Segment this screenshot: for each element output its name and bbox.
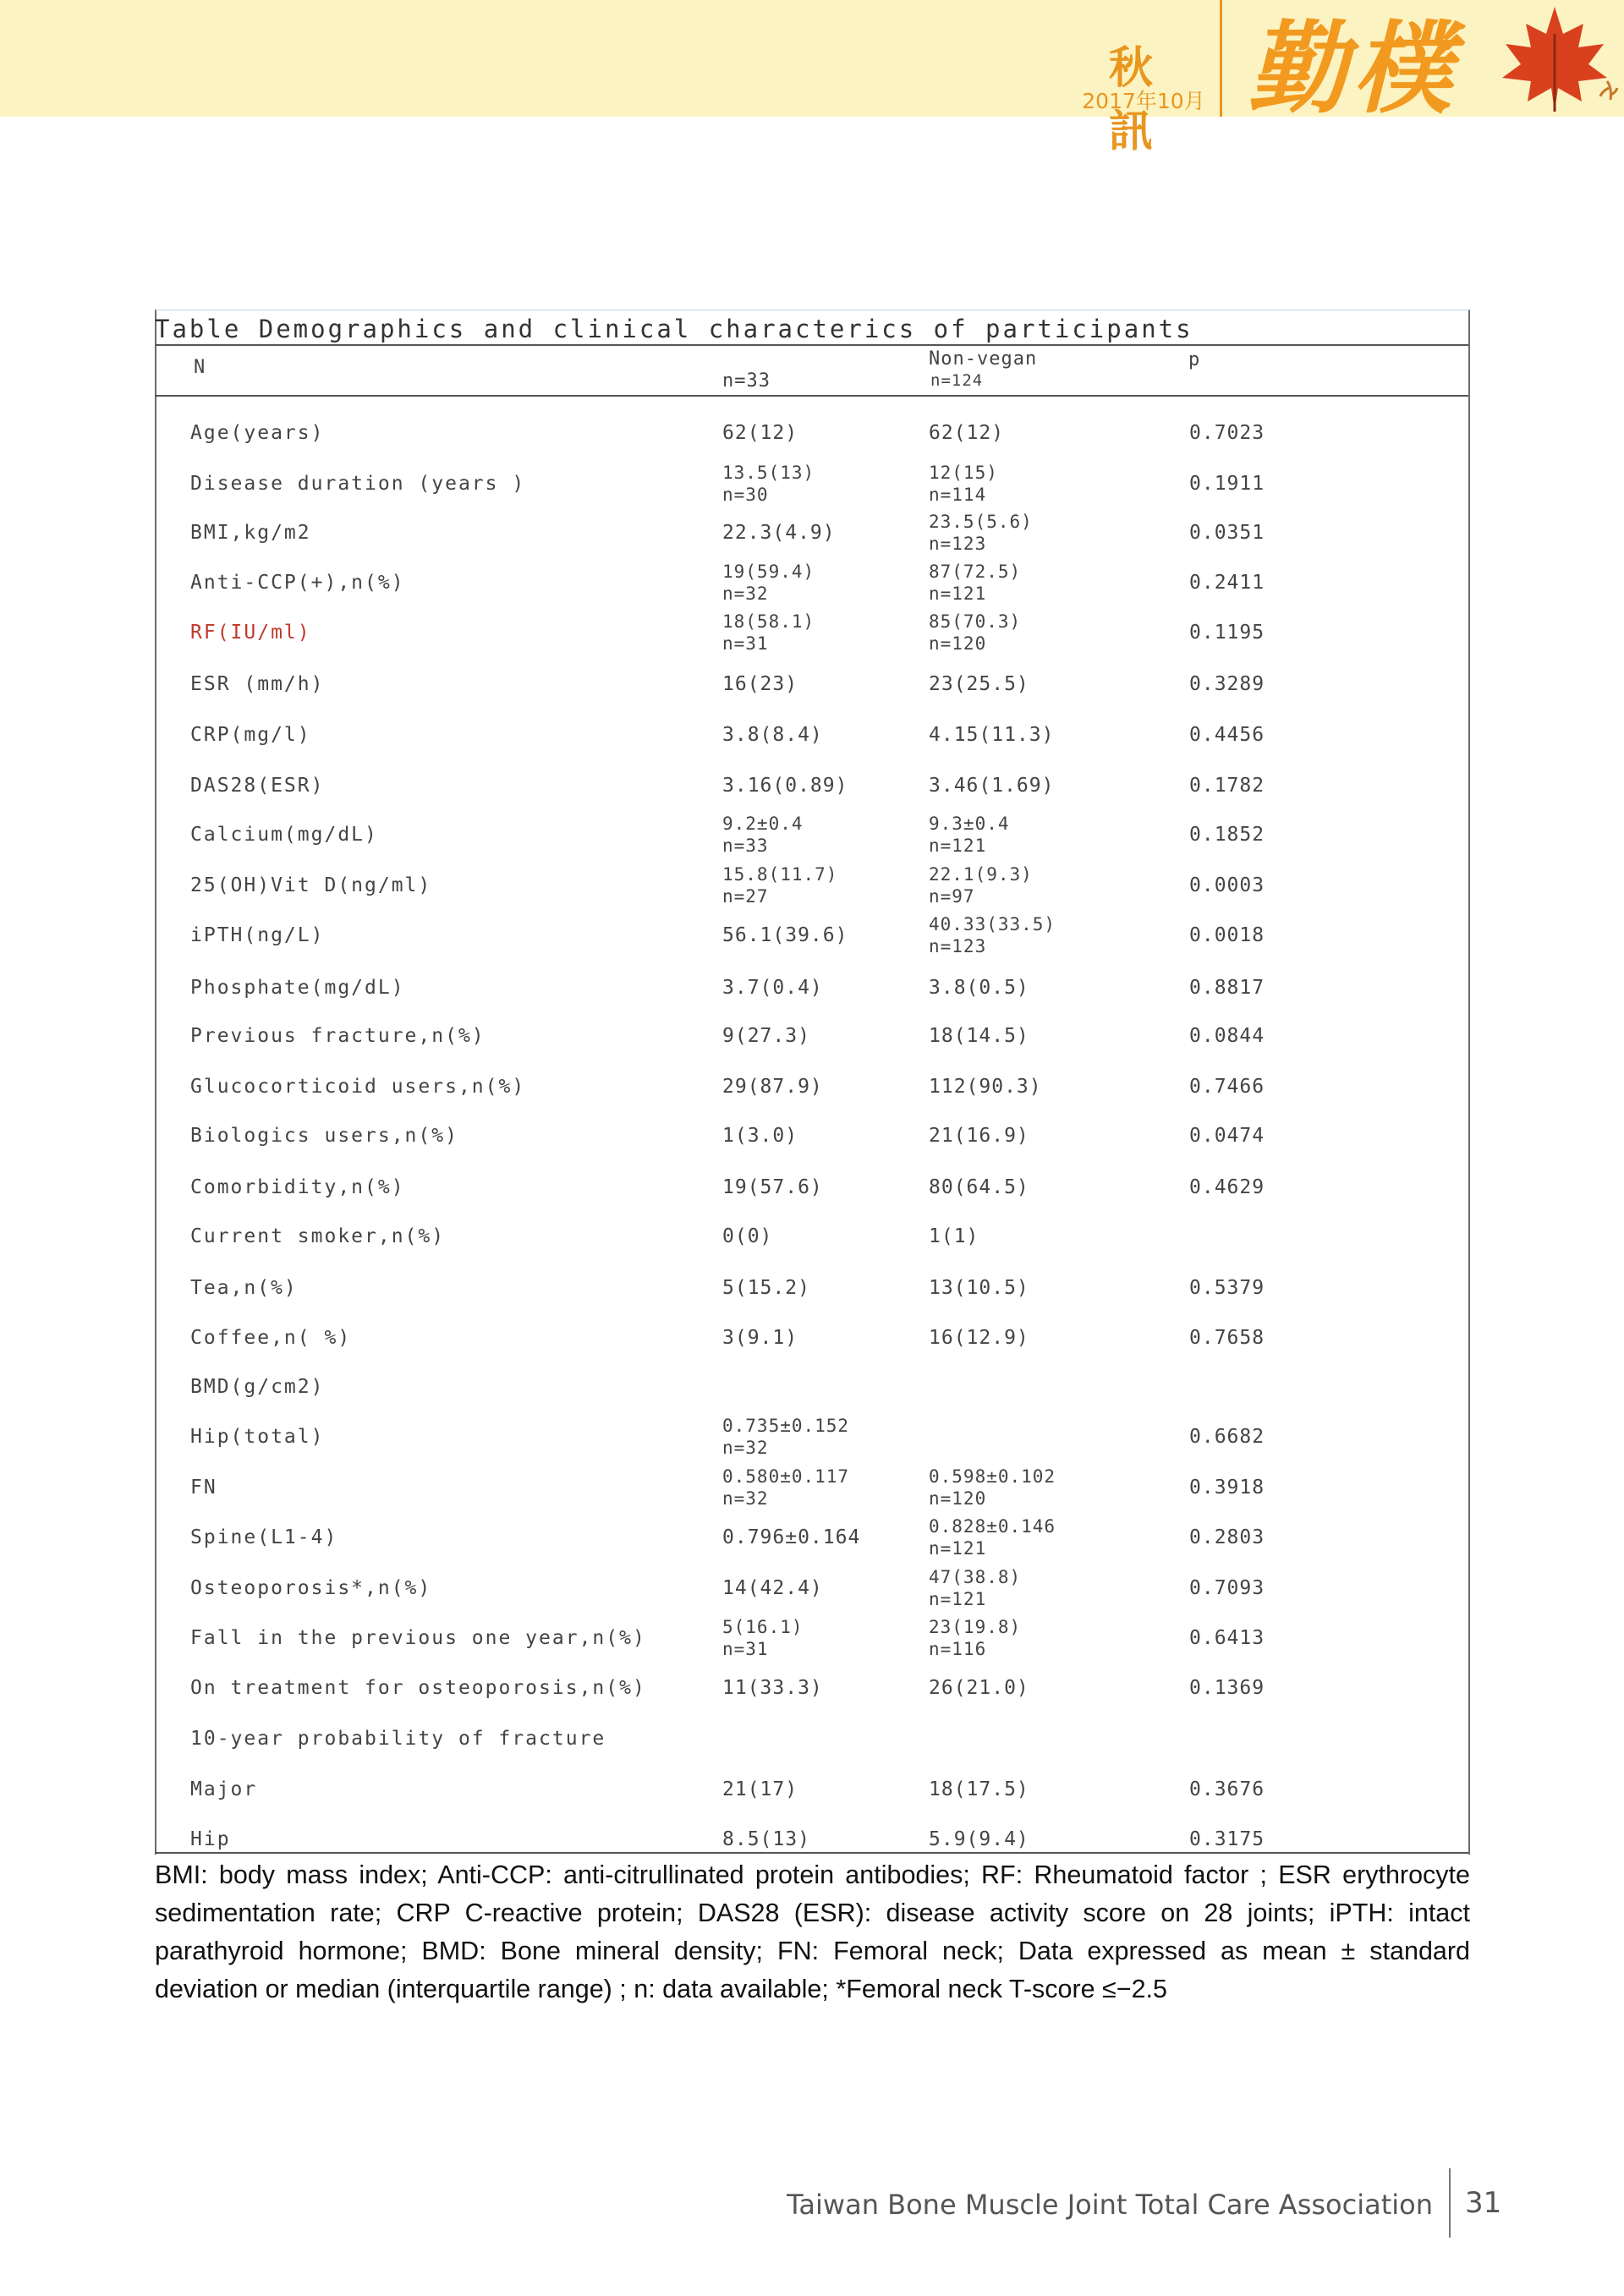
row-label: Previous fracture,n(%)	[190, 1025, 486, 1047]
table-caption: Table Demographics and clinical characterics of participants	[155, 315, 1193, 343]
cell-value: 5(16.1)	[722, 1617, 804, 1637]
table-row	[155, 1362, 1468, 1412]
cell-sample-size: n=121	[929, 1538, 987, 1559]
cell-value: 18(14.5)	[929, 1025, 1029, 1047]
cell-value: 62(12)	[929, 422, 1005, 444]
cell-p-value: 0.4456	[1189, 724, 1265, 746]
cell-group2	[929, 863, 1033, 907]
row-label: Hip(total)	[190, 1426, 325, 1448]
table-row	[155, 1312, 1468, 1363]
cell-group1	[722, 422, 798, 444]
cell-sample-size: n=31	[722, 1639, 769, 1659]
cell-value: 8.5(13)	[722, 1828, 810, 1850]
cell-value: 87(72.5)	[929, 562, 1022, 582]
cell-group1	[722, 1277, 810, 1299]
cell-group1	[722, 561, 815, 605]
row-label: FN	[190, 1477, 217, 1499]
cell-value: 47(38.8)	[929, 1567, 1022, 1587]
cell-group2	[929, 913, 1056, 957]
cell-value: 29(87.9)	[722, 1076, 823, 1098]
table-row	[155, 1162, 1468, 1213]
row-label: Anti-CCP(+),n(%)	[190, 572, 405, 594]
table-row	[155, 1462, 1468, 1513]
row-label: 10-year probability of fracture	[190, 1728, 606, 1750]
cell-p-value: 0.1782	[1189, 775, 1265, 797]
row-label: Calcium(mg/dL)	[190, 824, 378, 846]
cell-group2	[929, 1828, 1029, 1850]
table-row	[155, 760, 1468, 811]
cell-value: 16(23)	[722, 673, 798, 695]
cell-group1	[722, 1526, 860, 1548]
cell-value: 19(57.6)	[722, 1176, 823, 1198]
issue-title: 秋 訊	[1108, 42, 1178, 157]
cell-group1	[722, 1616, 804, 1660]
cell-group2	[929, 511, 1033, 555]
cell-group1	[722, 1677, 823, 1699]
table-row	[155, 910, 1468, 961]
cell-group1	[722, 977, 823, 999]
cell-value: 3.7(0.4)	[722, 977, 823, 999]
row-label: DAS28(ESR)	[190, 775, 325, 797]
cell-value: 5.9(9.4)	[929, 1828, 1029, 1850]
cell-value: 112(90.3)	[929, 1076, 1042, 1098]
table-row	[155, 1512, 1468, 1563]
cell-p-value: 0.0844	[1189, 1025, 1265, 1047]
cell-group2	[929, 422, 1004, 444]
cell-p-value: 0.0003	[1189, 874, 1265, 896]
row-label: Osteoporosis*,n(%)	[190, 1577, 432, 1599]
cell-p-value: 0.3289	[1189, 673, 1265, 695]
table-row	[155, 1263, 1468, 1313]
maple-leaf-icon	[1480, 0, 1624, 118]
cell-sample-size: n=114	[929, 485, 987, 505]
cell-p-value: 0.7023	[1189, 422, 1265, 444]
cell-p-value: 0.1911	[1189, 473, 1265, 495]
cell-value: 22.1(9.3)	[929, 864, 1033, 885]
row-label: On treatment for osteoporosis,n(%)	[190, 1677, 646, 1699]
row-label: Major	[190, 1778, 258, 1800]
cell-group2	[929, 673, 1029, 695]
row-label: BMD(g/cm2)	[190, 1376, 325, 1398]
cell-group1	[722, 462, 815, 506]
cell-sample-size: n=31	[722, 633, 769, 654]
table-row	[155, 1411, 1468, 1462]
cell-p-value: 0.1852	[1189, 824, 1265, 846]
table-row	[155, 458, 1468, 509]
cell-p-value: 0.3175	[1189, 1828, 1265, 1850]
table-row	[155, 1110, 1468, 1161]
cell-p-value: 0.2803	[1189, 1526, 1265, 1548]
table-row	[155, 809, 1468, 860]
cell-value: 1(3.0)	[722, 1125, 798, 1147]
table-row	[155, 1563, 1468, 1614]
cell-value: 85(70.3)	[929, 611, 1022, 632]
table-row	[155, 1713, 1468, 1764]
row-label: Tea,n(%)	[190, 1277, 298, 1299]
cell-sample-size: n=121	[929, 836, 987, 856]
data-table	[155, 310, 1468, 1854]
column-header-col2-n: n=124	[930, 371, 984, 390]
cell-group1	[722, 1828, 810, 1850]
row-label: Glucocorticoid users,n(%)	[190, 1076, 526, 1098]
cell-value: 56.1(39.6)	[722, 924, 848, 946]
row-label: Coffee,n( %)	[190, 1327, 352, 1349]
cell-p-value: 0.6413	[1189, 1627, 1265, 1649]
table-row	[155, 1663, 1468, 1713]
cell-group2	[929, 1327, 1029, 1349]
cell-group1	[722, 724, 823, 746]
footer-divider	[1449, 2168, 1451, 2238]
cell-value: 15.8(11.7)	[722, 864, 838, 885]
cell-group2	[929, 1566, 1021, 1610]
cell-value: 12(15)	[929, 463, 998, 483]
cell-group2	[929, 611, 1021, 655]
cell-group2	[929, 813, 1010, 857]
table-row	[155, 860, 1468, 911]
cell-p-value: 0.0351	[1189, 522, 1265, 544]
cell-value: 14(42.4)	[722, 1577, 823, 1599]
row-label: Disease duration (years )	[190, 473, 526, 495]
cell-value: 0.580±0.117	[722, 1466, 850, 1487]
cell-value: 5(15.2)	[722, 1277, 810, 1299]
cell-sample-size: n=27	[722, 886, 769, 907]
cell-value: 22.3(4.9)	[722, 522, 836, 544]
table-row	[155, 710, 1468, 760]
cell-sample-size: n=121	[929, 584, 987, 604]
footer-organization: Taiwan Bone Muscle Joint Total Care Association	[787, 2189, 1433, 2221]
row-label: Age(years)	[190, 422, 325, 444]
cell-sample-size: n=32	[722, 1488, 769, 1509]
cell-group2	[929, 724, 1054, 746]
table-row	[155, 607, 1468, 658]
cell-value: 3(9.1)	[722, 1327, 798, 1349]
cell-group1	[722, 1466, 849, 1510]
cell-group2	[929, 977, 1029, 999]
column-header-col2-name: Non-vegan	[929, 348, 1038, 370]
cell-sample-size: n=123	[929, 936, 987, 956]
table-footnote: BMI: body mass index; Anti-CCP: anti-citrullinated protein antibodies; RF: Rheumatoid factor ; ESR erythrocyte sedimentation rate; CRP C-reactive protein; DAS28 (ESR): disease activity score on 28 joints; iPTH: intact parathyroid hormone; BMD: Bone mineral density; FN: Femoral neck; Data expressed as mean ± standard deviation or median (interquartile range) ; n: data available; *Femoral neck T-score ≤−2.5	[155, 1860, 1470, 2003]
cell-group2	[929, 1176, 1029, 1198]
table-bottom-rule	[155, 1852, 1468, 1854]
table-row	[155, 1011, 1468, 1061]
table-row	[155, 1613, 1468, 1663]
cell-value: 21(17)	[722, 1778, 798, 1800]
cell-group2	[929, 462, 998, 506]
cell-value: 9.2±0.4	[722, 814, 804, 834]
cell-value: 0.828±0.146	[929, 1516, 1056, 1537]
cell-value: 0.796±0.164	[722, 1526, 861, 1548]
cell-value: 13(10.5)	[929, 1277, 1029, 1299]
cell-group2	[929, 1225, 979, 1247]
cell-group2	[929, 1778, 1029, 1800]
cell-group1	[722, 1076, 823, 1098]
row-label: CRP(mg/l)	[190, 724, 311, 746]
row-label: Hip	[190, 1828, 231, 1850]
cell-group2	[929, 1125, 1029, 1147]
cell-value: 9(27.3)	[722, 1025, 810, 1047]
cell-value: 3.16(0.89)	[722, 775, 848, 797]
cell-value: 16(12.9)	[929, 1327, 1029, 1349]
cell-value: 80(64.5)	[929, 1176, 1029, 1198]
cell-sample-size: n=120	[929, 1488, 987, 1509]
row-label: Spine(L1-4)	[190, 1526, 338, 1548]
cell-group1	[722, 1577, 823, 1599]
row-label: RF(IU/ml)	[190, 622, 311, 644]
row-label: BMI,kg/m2	[190, 522, 311, 544]
cell-group2	[929, 1677, 1029, 1699]
cell-group2	[929, 1515, 1056, 1559]
cell-p-value: 0.6682	[1189, 1426, 1265, 1448]
cell-value: 11(33.3)	[722, 1677, 823, 1699]
cell-group1	[722, 1125, 798, 1147]
cell-group2	[929, 775, 1054, 797]
table-row	[155, 659, 1468, 710]
cell-p-value: 0.1195	[1189, 622, 1265, 644]
cell-value: 18(17.5)	[929, 1778, 1029, 1800]
page-number: 31	[1465, 2186, 1502, 2220]
cell-value: 0(0)	[722, 1225, 773, 1247]
table-row	[155, 1061, 1468, 1112]
cell-sample-size: n=121	[929, 1589, 987, 1609]
cell-group1	[722, 924, 848, 946]
cell-sample-size: n=97	[929, 886, 975, 907]
row-label: ESR (mm/h)	[190, 673, 325, 695]
table-row	[155, 1764, 1468, 1815]
cell-group1	[722, 522, 836, 544]
cell-value: 26(21.0)	[929, 1677, 1029, 1699]
cell-p-value: 0.7466	[1189, 1076, 1265, 1098]
cell-value: 19(59.4)	[722, 562, 815, 582]
row-label: Comorbidity,n(%)	[190, 1176, 405, 1198]
cell-group1	[722, 611, 815, 655]
cell-p-value: 0.0474	[1189, 1125, 1265, 1147]
cell-sample-size: n=123	[929, 534, 987, 554]
cell-sample-size: n=32	[722, 584, 769, 604]
column-header-n: N	[194, 357, 206, 378]
cell-p-value: 0.5379	[1189, 1277, 1265, 1299]
cell-value: 4.15(11.3)	[929, 724, 1055, 746]
cell-value: 18(58.1)	[722, 611, 815, 632]
cell-value: 62(12)	[722, 422, 798, 444]
cell-p-value: 0.7658	[1189, 1327, 1265, 1349]
cell-group1	[722, 1778, 798, 1800]
cell-p-value: 0.3676	[1189, 1778, 1265, 1800]
cell-p-value: 0.4629	[1189, 1176, 1265, 1198]
cell-group2	[929, 561, 1021, 605]
cell-value: 23.5(5.6)	[929, 512, 1033, 532]
table-row	[155, 557, 1468, 608]
header-rule-bottom	[155, 395, 1468, 397]
table-row	[155, 408, 1468, 458]
cell-group1	[722, 1415, 849, 1459]
cell-sample-size: n=116	[929, 1639, 987, 1659]
cell-sample-size: n=120	[929, 633, 987, 654]
cell-value: 0.598±0.102	[929, 1466, 1056, 1487]
cell-group2	[929, 1277, 1029, 1299]
cell-value: 0.735±0.152	[722, 1416, 850, 1436]
table-row	[155, 1211, 1468, 1262]
cell-value: 1(1)	[929, 1225, 979, 1247]
cell-group1	[722, 1176, 823, 1198]
row-label: 25(OH)Vit D(ng/ml)	[190, 874, 432, 896]
cell-p-value: 0.2411	[1189, 572, 1265, 594]
cell-value: 3.8(0.5)	[929, 977, 1029, 999]
row-label: Phosphate(mg/dL)	[190, 977, 405, 999]
table-row	[155, 507, 1468, 558]
cell-group2	[929, 1025, 1029, 1047]
cell-value: 23(19.8)	[929, 1617, 1022, 1637]
cell-p-value: 0.1369	[1189, 1677, 1265, 1699]
cell-group2	[929, 1076, 1042, 1098]
cell-group1	[722, 1025, 810, 1047]
cell-value: 3.46(1.69)	[929, 775, 1055, 797]
header-divider	[1220, 0, 1222, 117]
column-header-p: p	[1188, 349, 1201, 370]
cell-sample-size: n=30	[722, 485, 769, 505]
cell-p-value: 0.8817	[1189, 977, 1265, 999]
row-label: iPTH(ng/L)	[190, 924, 325, 946]
cell-group1	[722, 673, 798, 695]
row-label: Biologics users,n(%)	[190, 1125, 458, 1147]
cell-group1	[722, 1327, 798, 1349]
cell-value: 23(25.5)	[929, 673, 1029, 695]
cell-group1	[722, 1225, 772, 1247]
cell-sample-size: n=33	[722, 836, 769, 856]
table-row	[155, 962, 1468, 1013]
cell-value: 9.3±0.4	[929, 814, 1010, 834]
row-label: Fall in the previous one year,n(%)	[190, 1627, 646, 1649]
cell-sample-size: n=32	[722, 1438, 769, 1458]
cell-p-value: 0.0018	[1189, 924, 1265, 946]
cell-value: 40.33(33.5)	[929, 914, 1056, 934]
cell-value: 3.8(8.4)	[722, 724, 823, 746]
brand-logo-text: 勤樸	[1248, 9, 1458, 127]
cell-group2	[929, 1466, 1056, 1510]
row-label: Current smoker,n(%)	[190, 1225, 446, 1247]
column-header-col1-n: n=33	[722, 370, 771, 392]
cell-group1	[722, 863, 837, 907]
cell-value: 21(16.9)	[929, 1125, 1029, 1147]
cell-group2	[929, 1616, 1021, 1660]
issue-date: 2017年10月	[1082, 89, 1205, 113]
cell-p-value: 0.7093	[1189, 1577, 1265, 1599]
cell-group1	[722, 813, 804, 857]
cell-group1	[722, 775, 848, 797]
cell-p-value: 0.3918	[1189, 1477, 1265, 1499]
header-rule-top	[155, 344, 1468, 346]
cell-value: 13.5(13)	[722, 463, 815, 483]
